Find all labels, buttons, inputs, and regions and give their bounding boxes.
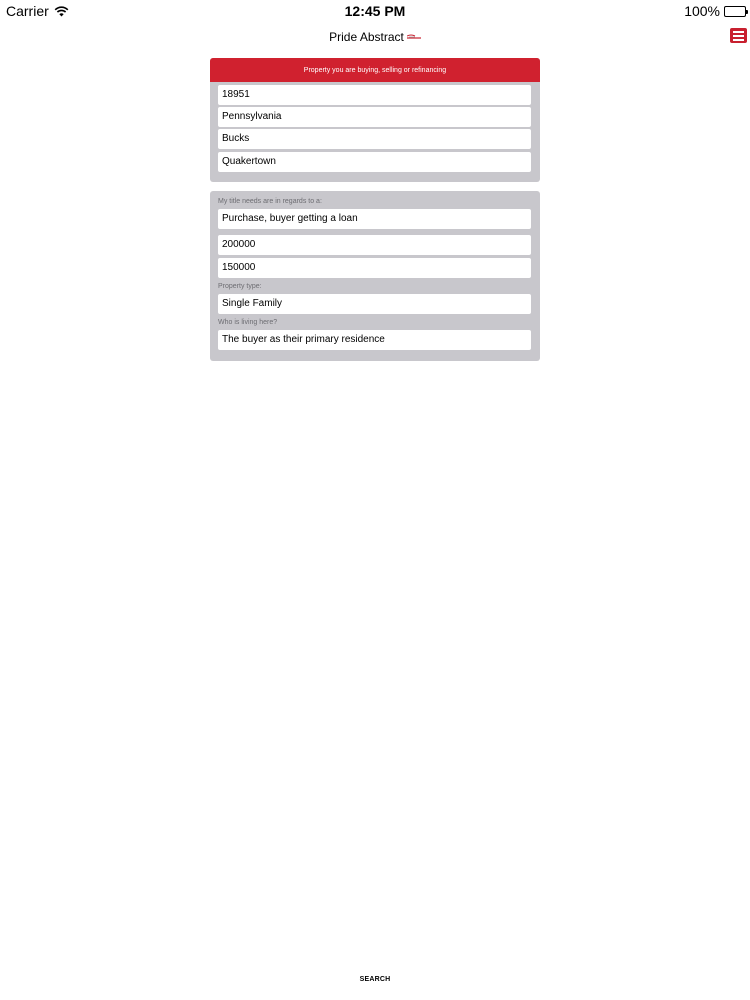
status-time: 12:45 PM [344,3,406,19]
property-type-label: Property type: [218,283,262,290]
zip-code-field[interactable]: 18951 [218,85,531,105]
battery-icon [724,6,746,17]
status-bar [0,0,750,22]
title-needs-select[interactable]: Purchase, buyer getting a loan [218,209,531,229]
hamburger-menu-icon-bar [733,35,744,37]
state-field[interactable]: Pennsylvania [218,107,531,127]
hamburger-menu-icon-bar [733,31,744,33]
occupancy-label: Who is living here? [218,319,278,326]
property-card-header: Property you are buying, selling or refinancing [210,58,540,82]
page-title: Pride Abstract [329,30,404,44]
title-needs-label: My title needs are in regards to a: [218,198,322,205]
property-type-select[interactable]: Single Family [218,294,531,314]
search-button[interactable]: SEARCH [359,976,391,983]
occupancy-select[interactable]: The buyer as their primary residence [218,330,531,350]
county-field[interactable]: Bucks [218,129,531,149]
purchase-price-field[interactable]: 200000 [218,235,531,255]
carrier-label: Carrier [6,3,49,19]
property-card [210,58,540,182]
pride-abstract-logo-icon [407,34,421,40]
loan-amount-field[interactable]: 150000 [218,258,531,278]
battery-group [684,3,746,19]
hamburger-menu-icon-bar [733,39,744,41]
nav-bar [0,22,750,52]
battery-percent: 100% [684,3,720,19]
menu-button[interactable] [730,28,747,43]
title-needs-card [210,191,540,361]
city-field[interactable]: Quakertown [218,152,531,172]
nav-title-group [0,30,750,44]
